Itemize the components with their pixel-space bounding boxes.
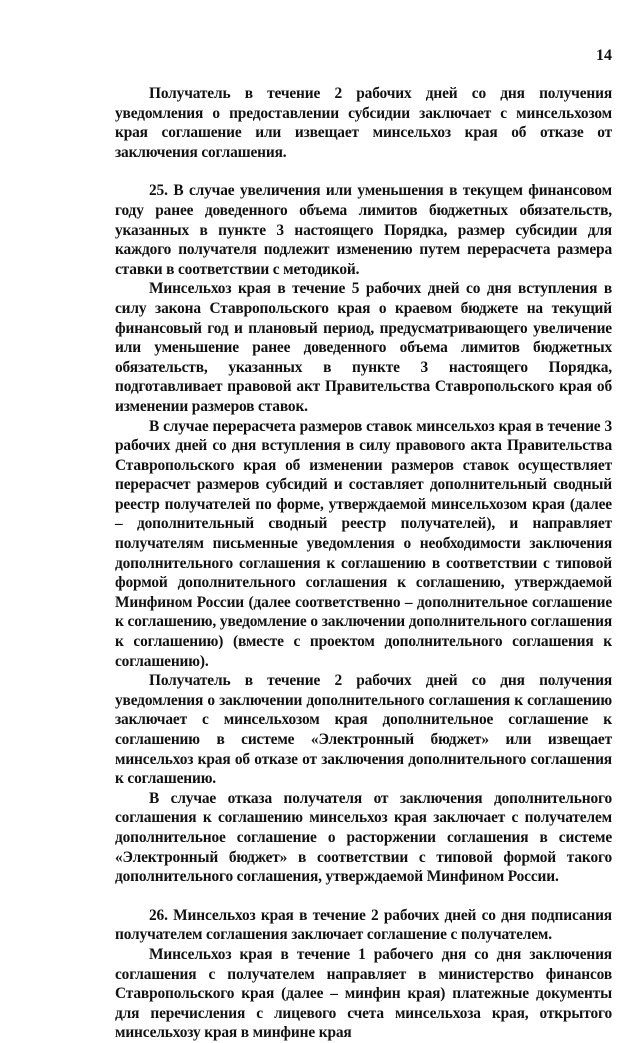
- paragraph-payment-documents: Минсельхоз края в течение 1 рабочего дня со дня заключения соглашения с получателем направляет в министерство финансов Ставропольского края (далее – минфин края) платежные документы для перечисления с лицевого счета минсельхоза края, открытого минсельхозу края в минфине края: [115, 945, 612, 1042]
- paragraph-item-26: 26. Минсельхоз края в течение 2 рабочих дней со дня подписания получателем соглашения заключает соглашение с получателем.: [115, 906, 612, 944]
- document-body: [115, 84, 612, 1043]
- paragraph-ministry-legal-act: Минсельхоз края в течение 5 рабочих дней со дня вступления в силу закона Ставропольского края о краевом бюджете на текущий финансовый год и плановый период, предусматривающего увеличение или уменьшение ранее доведенного объема лимитов бюджетных обязательств, указанных в пункте 3 настоящего Порядка, подготавливает правовой акт Правительства Ставропольского края об изменении размеров ставок.: [115, 280, 612, 415]
- paragraph-additional-agreement: Получатель в течение 2 рабочих дней со дня получения уведомления о заключении дополнительного соглашения к соглашению заключает с минсельхозом края дополнительное соглашение к соглашению в системе «Электронный бюджет» или извещает минсельхоз края об отказе от заключения дополнительного соглашения к соглашению.: [115, 672, 612, 788]
- paragraph-item-25: 25. В случае увеличения или уменьшения в текущем финансовом году ранее доведенного объема лимитов бюджетных обязательств, указанных в пункте 3 настоящего Порядка, размер субсидии для каждого получателя подлежит изменению путем перерасчета размера ставки в соответствии с методикой.: [115, 182, 612, 278]
- paragraph-refusal-termination: В случае отказа получателя от заключения дополнительного соглашения к соглашению минсельхоз края заключает с получателем дополнительное соглашение о расторжении соглашения в системе «Электронный бюджет» в соответствии с типовой формой такого дополнительного соглашения, утверждаемой Минфином России.: [115, 789, 612, 886]
- paragraph-rate-recalculation: В случае перерасчета размеров ставок минсельхоз края в течение 3 рабочих дней со дня вступления в силу правового акта Правительства Ставропольского края об изменении размеров ставок осуществляет перерасчет размеров субсидий и составляет дополнительный сводный реестр получателей по форме, утверждаемой минсельхозом края (далее – дополнительный сводный реестр получателей), и направляет получателям письменные уведомления о необходимости заключения дополнительного соглашения к соглашению в соответствии с типовой формой дополнительного соглашения к соглашению, утверждаемой Минфином России (далее соответственно – дополнительное соглашение к соглашению, уведомление о заключении дополнительного соглашения к соглашению) (вместе с проектом дополнительного соглашения к соглашению).: [115, 417, 612, 670]
- page-number: 14: [596, 47, 612, 64]
- paragraph-recipient-agreement: Получатель в течение 2 рабочих дней со дня получения уведомления о предоставлении субсидии заключает с минсельхозом края соглашение или извещает минсельхоз края об отказе от заключения соглашения.: [115, 85, 612, 161]
